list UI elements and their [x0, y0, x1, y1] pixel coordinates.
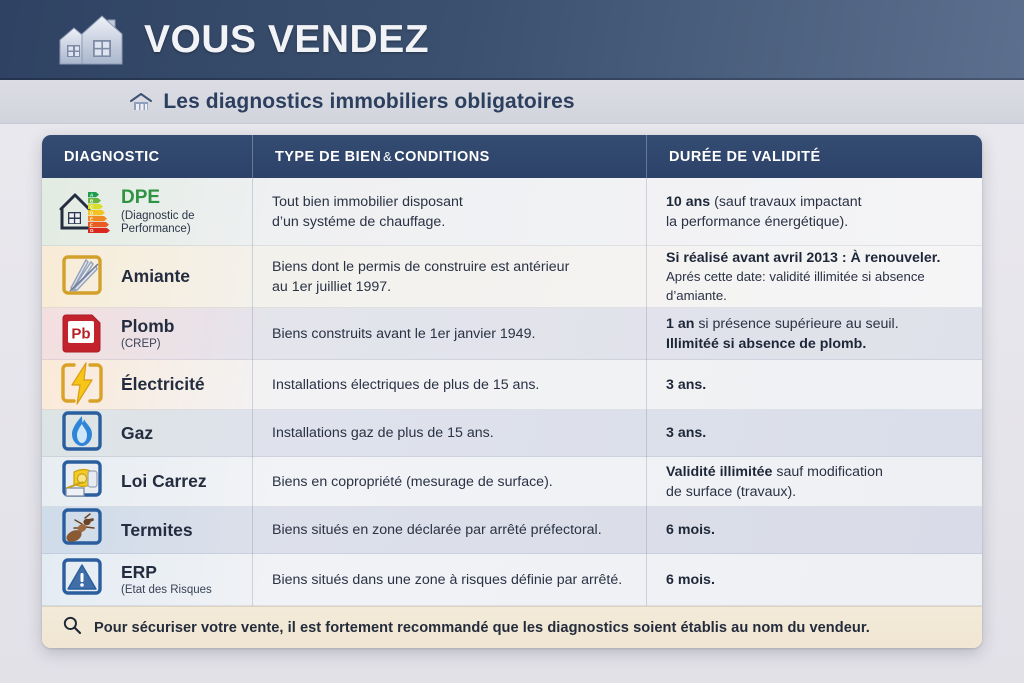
row-diagnostic-cell: [42, 308, 253, 360]
diagnostic-name-text: Termites: [121, 519, 193, 540]
row-validity-cell: [647, 246, 982, 308]
validity-bold: 3 ans.: [666, 425, 707, 442]
row-validity-cell: [647, 457, 982, 507]
lead-pb-icon: [58, 309, 110, 360]
row-diagnostic-cell: [42, 507, 253, 554]
conditions-line-1: Installations gaz de plus de 15 ans.: [272, 425, 494, 442]
diagnostic-name-text: DPE: [121, 187, 161, 209]
conditions-line-2: d’un systéme de chauffage.: [272, 214, 446, 230]
diagnostic-name-text: Loi Carrez: [121, 471, 207, 492]
table-row[interactable]: [42, 308, 982, 360]
diagnostic-subtitle: (Diagnostic de Performance): [121, 209, 195, 236]
card-footer: [42, 606, 982, 648]
row-conditions-cell: [253, 410, 647, 457]
diagnostic-name: [121, 521, 193, 541]
table-header-row: [42, 135, 982, 178]
asbestos-fibers-icon: [58, 252, 110, 303]
diagnostic-name: [121, 187, 252, 236]
row-validity-cell: [647, 554, 982, 606]
row-validity-cell: [647, 178, 982, 246]
validity-line-1: [666, 375, 966, 395]
row-conditions-cell: [253, 554, 647, 606]
dpe-energy-label-icon: [58, 187, 110, 238]
diagnostic-subtitle: (CREP): [121, 337, 161, 350]
termite-insect-icon: [58, 505, 110, 556]
page-banner: [0, 0, 1024, 80]
validity-bold: Si réalisé avant avril 2013 : À renouveler.: [666, 250, 941, 267]
diagnostic-name: [121, 375, 205, 395]
validity-bold-2: Illimitéé si absence de plomb.: [666, 336, 867, 352]
row-conditions-cell: [253, 308, 647, 360]
svg-text:C: C: [90, 203, 94, 209]
diagnostic-name-text: Plomb: [121, 315, 175, 336]
validity-line-2: de surface (travaux).: [666, 484, 797, 500]
row-validity-cell: [647, 360, 982, 410]
validity-bold: Validité illimitée: [666, 463, 773, 480]
table-row[interactable]: [42, 246, 982, 308]
svg-text:F: F: [90, 221, 93, 227]
gas-flame-icon: [58, 408, 110, 459]
validity-bold: 6 mois.: [666, 571, 715, 588]
electricity-bolt-icon: [58, 360, 110, 411]
validity-line-1: [666, 248, 966, 268]
page-title: VOUS VENDEZ: [144, 18, 430, 61]
row-diagnostic-cell: [42, 410, 253, 457]
tape-measure-icon: [58, 457, 110, 508]
column-header-type-label: TYPE DE BIEN: [275, 148, 382, 165]
row-diagnostic-cell: [42, 178, 253, 246]
magnifier-icon: [62, 615, 82, 640]
validity-rest: si présence supérieure au seuil.: [694, 315, 899, 332]
table-row[interactable]: [42, 360, 982, 410]
validity-rest: sauf modification: [772, 463, 883, 480]
table-row[interactable]: [42, 554, 982, 606]
column-header-type-de-bien: [253, 135, 647, 178]
row-diagnostic-cell: [42, 457, 253, 507]
row-diagnostic-cell: [42, 246, 253, 308]
row-conditions-cell: [253, 246, 647, 308]
row-diagnostic-cell: [42, 360, 253, 410]
validity-line-2: la performance énergétique).: [666, 214, 849, 230]
conditions-line-2: au 1er juilliet 1997.: [272, 279, 392, 295]
diagnostic-name: [121, 472, 207, 492]
validity-line-1: [666, 570, 966, 590]
row-validity-cell: [647, 507, 982, 554]
column-header-validite-label: DURÉE DE VALIDITÉ: [669, 148, 821, 165]
validity-bold: 10 ans: [666, 193, 711, 210]
column-header-conditions-label: CONDITIONS: [394, 148, 490, 165]
validity-rest: (sauf travaux impactant: [710, 193, 862, 210]
validity-bold: 6 mois.: [666, 522, 715, 539]
column-header-duree-de-validite: [647, 135, 982, 178]
diagnostic-name-text: Électricité: [121, 374, 205, 395]
row-validity-cell: [647, 308, 982, 360]
row-conditions-cell: [253, 507, 647, 554]
risk-warning-icon: [58, 555, 110, 606]
diagnostic-name-text: Gaz: [121, 422, 154, 443]
validity-bold: 3 ans.: [666, 376, 707, 393]
table-row[interactable]: [42, 410, 982, 457]
row-conditions-cell: [253, 178, 647, 246]
column-header-diagnostic: [42, 135, 253, 178]
diagnostic-name: [121, 317, 174, 351]
conditions-line-1: Biens construits avant le 1er janvier 1949.: [272, 325, 536, 342]
validity-line-2: Aprés cette date: validité illimitée si absence d’amiante.: [666, 269, 925, 304]
diagnostics-table-card: [42, 135, 982, 648]
table-row[interactable]: [42, 507, 982, 554]
footer-text: Pour sécuriser votre vente, il est fortement recommandé que les diagnostics soient établis au nom du vendeur.: [94, 619, 870, 636]
validity-line-1: [666, 462, 966, 482]
diagnostic-subtitle: (Etat des Risques: [121, 583, 212, 596]
diagnostic-name-text: Amiante: [121, 266, 191, 287]
diagnostic-name-text: ERP: [121, 561, 157, 582]
svg-text:A: A: [90, 191, 94, 197]
diagnostic-name: [121, 563, 212, 597]
validity-bold: 1 an: [666, 315, 695, 332]
row-conditions-cell: [253, 457, 647, 507]
column-header-diagnostic-label: DIAGNOSTIC: [64, 148, 160, 165]
svg-text:G: G: [90, 227, 94, 233]
house-small-icon: [129, 92, 153, 112]
subtitle-bar: [0, 80, 1024, 124]
row-diagnostic-cell: [42, 554, 253, 606]
subtitle-text: Les diagnostics immobiliers obligatoires: [163, 89, 575, 113]
svg-text:D: D: [90, 209, 94, 215]
conditions-line-1: Installations électriques de plus de 15 ans.: [272, 376, 540, 393]
svg-text:B: B: [90, 197, 94, 203]
ampersand-glyph: &: [383, 149, 393, 164]
validity-line-2: [666, 334, 966, 354]
conditions-line-1: Biens situés dans une zone à risques définie par arrêté.: [272, 571, 623, 588]
svg-text:Pb: Pb: [71, 325, 91, 342]
row-validity-cell: [647, 410, 982, 457]
row-conditions-cell: [253, 360, 647, 410]
diagnostic-name: [121, 267, 190, 287]
table-row[interactable]: [42, 178, 982, 246]
validity-line-1: [666, 314, 966, 334]
table-row[interactable]: [42, 457, 982, 507]
validity-line-1: [666, 192, 966, 212]
svg-text:E: E: [90, 215, 94, 221]
conditions-line-1: Tout bien immobilier disposant: [272, 193, 463, 210]
conditions-line-1: Biens dont le permis de construire est antérieur: [272, 258, 570, 275]
diagnostic-name: [121, 424, 153, 444]
conditions-line-1: Biens situés en zone déclarée par arrêté préfectoral.: [272, 522, 602, 539]
validity-line-1: [666, 520, 966, 540]
validity-line-1: [666, 423, 966, 443]
house-pair-icon: [56, 12, 128, 68]
conditions-line-1: Biens en copropriété (mesurage de surface).: [272, 473, 553, 490]
